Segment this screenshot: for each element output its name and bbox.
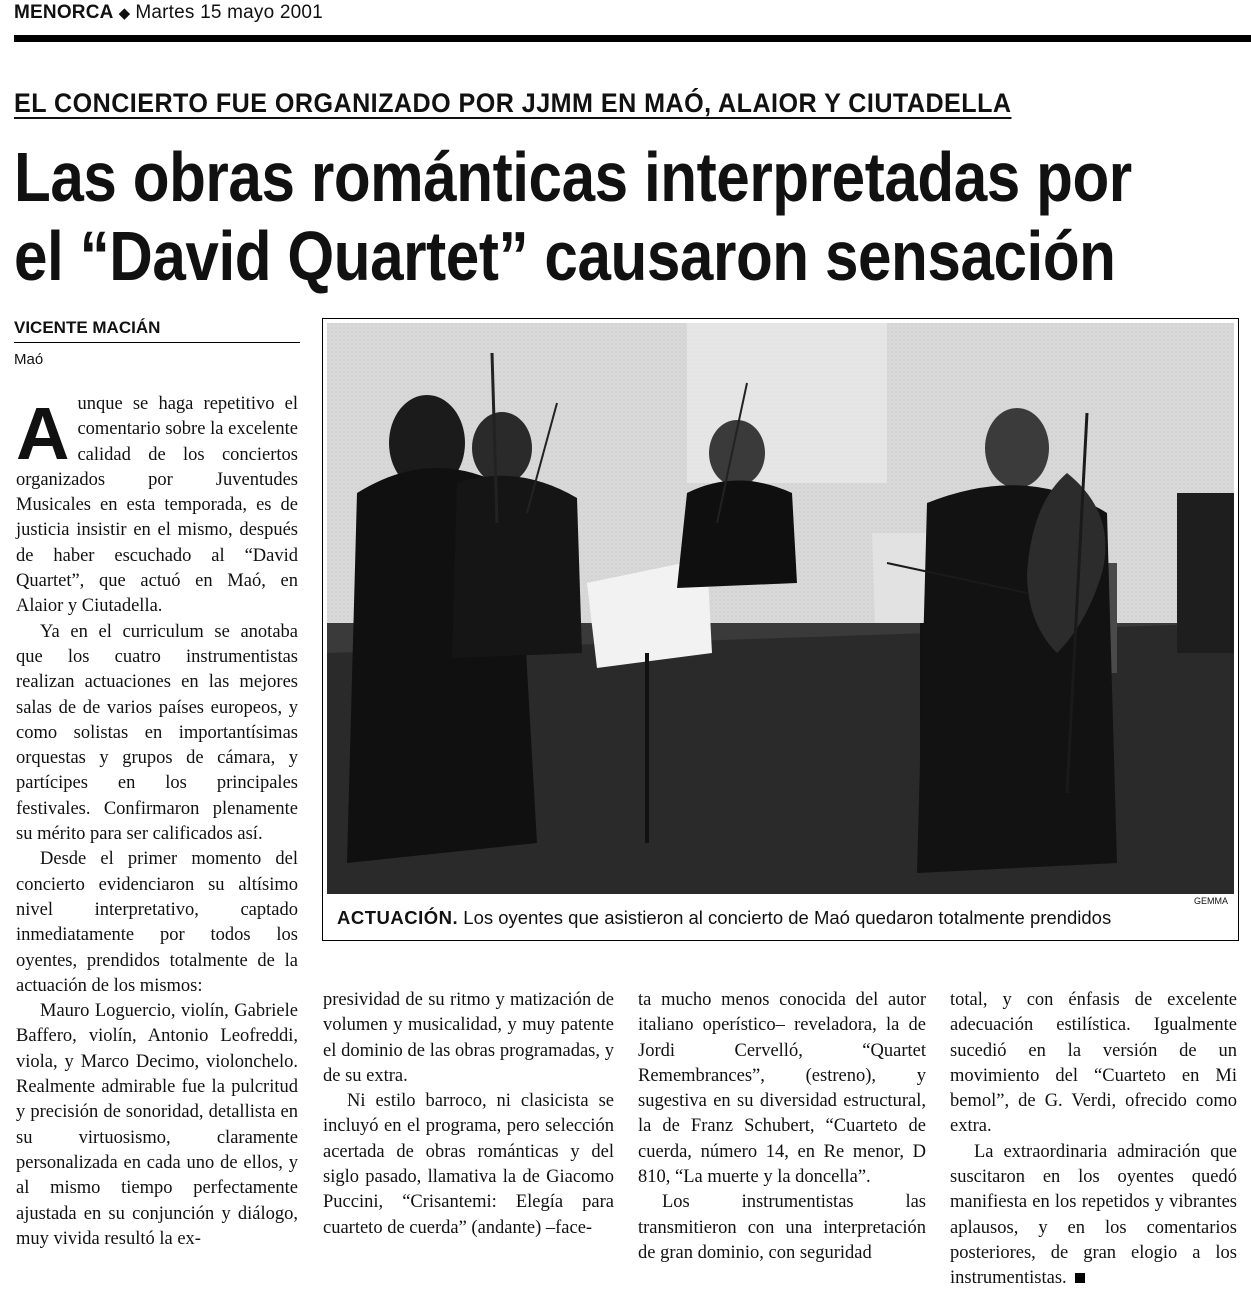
photo-caption: [337, 907, 1111, 929]
headline-line-1: Las obras románticas interpretadas por: [14, 138, 1132, 216]
paragraph-2: Ya en el curriculum se anotaba que los cuatro instrumentistas realizan actuaciones en las mejores salas de de varios países europeos, y como solistas en importantísimas orquestas y grupos de cámara, y partícipes en los principales festivales. Confirmaron plenamente su mérito para ser calificados así.: [16, 621, 298, 845]
headline-line-2: el “David Quartet” causaron sensación: [14, 217, 1116, 295]
caption-label: ACTUACIÓN.: [337, 907, 459, 928]
article-column-3: [638, 988, 926, 1266]
end-mark-icon: [1075, 1273, 1085, 1283]
paragraph-5: presividad de su ritmo y matización de volumen y musicalidad, y muy patente el dominio de las obras programadas, y de su extra.: [323, 990, 614, 1086]
quartet-photo: [327, 323, 1234, 894]
article-column-2: [323, 988, 614, 1241]
caption-text: Los oyentes que asistieron al concierto de Maó quedaron totalmente prendidos: [463, 907, 1112, 928]
paragraph-4: Mauro Loguercio, violín, Gabriele Baffero, violín, Antonio Leofreddi, viola, y Marco Decimo, violonchelo. Realmente admirable fue la pulcritud y precisión de sonoridad, detallista en su virtuosismo, claramente personalizada en cada uno de ellos, y al mismo tiempo perfectamente ajustada en su conjunción y diálogo, muy vivida resultó la ex-: [16, 1001, 298, 1249]
article-column-4: [950, 988, 1237, 1292]
paragraph-9: total, y con énfasis de excelente adecuación estilística. Igualmente sucedió en la versión de un movimiento del “Cuarteto en Mi bemol”, de G. Verdi, ofrecido como extra.: [950, 990, 1237, 1137]
headline: [14, 138, 1218, 296]
header-separator: ◆: [118, 5, 131, 22]
header-rule: [14, 35, 1251, 42]
paragraph-7: ta mucho menos conocida del autor italiano operístico– reveladora, la de Jordi Cervelló, “Quartet Remembrances”, (estreno), y sugestiva en su diversidad estructural, la de Franz Schubert, “Cuarteto de cuerda, número 14, en Re menor, D 810, “La muerte y la doncella”.: [638, 990, 926, 1188]
paragraph-6: Ni estilo barroco, ni clasicista se incluyó en el programa, pero selección acertada de obras románticas y del siglo pasado, llamativa la de Giacomo Puccini, “Crisantemi: Elegía para cuarteto de cuerda” (andante) –face-: [323, 1091, 614, 1238]
photo-credit: GEMMA: [1193, 896, 1228, 906]
byline-place: Maó: [14, 351, 44, 368]
article-column-1: [16, 392, 298, 1252]
photo-frame: [322, 318, 1239, 941]
paragraph-1: Aunque se haga repetitivo el comentario sobre la excelente calidad de los conciertos organizados por Juventudes Musicales en esta temporada, es de justicia insistir en el mismo, después de haber escuchado al “David Quartet”, que actuó en Maó, en Alaior y Ciutadella.: [16, 392, 298, 617]
paragraph-8: Los instrumentistas las transmitieron con una interpretación de gran dominio, con seguridad: [638, 1192, 926, 1263]
paragraph-3: Desde el primer momento del concierto evidenciaron su altísimo nivel interpretativo, captado inmediatamente por todos los oyentes, prendidos totalmente de la actuación de los mismos:: [16, 849, 298, 996]
quartet-photo-illustration: [327, 323, 1234, 894]
drop-cap: A: [16, 392, 70, 475]
kicker-subheadline: EL CONCIERTO FUE ORGANIZADO POR JJMM EN MAÓ, ALAIOR Y CIUTADELLA: [14, 88, 1012, 118]
issue-date: Martes 15 mayo 2001: [135, 2, 323, 23]
publication-name: MENORCA: [14, 2, 114, 23]
byline-author: VICENTE MACIÁN: [14, 318, 300, 343]
paragraph-10: La extraordinaria admiración que suscitaron en los oyentes quedó manifiesta en los repetidos y vibrantes aplausos, y en los comentarios posteriores, de gran elogio a los instrumentistas.: [950, 1141, 1237, 1289]
page-header: [14, 2, 323, 24]
